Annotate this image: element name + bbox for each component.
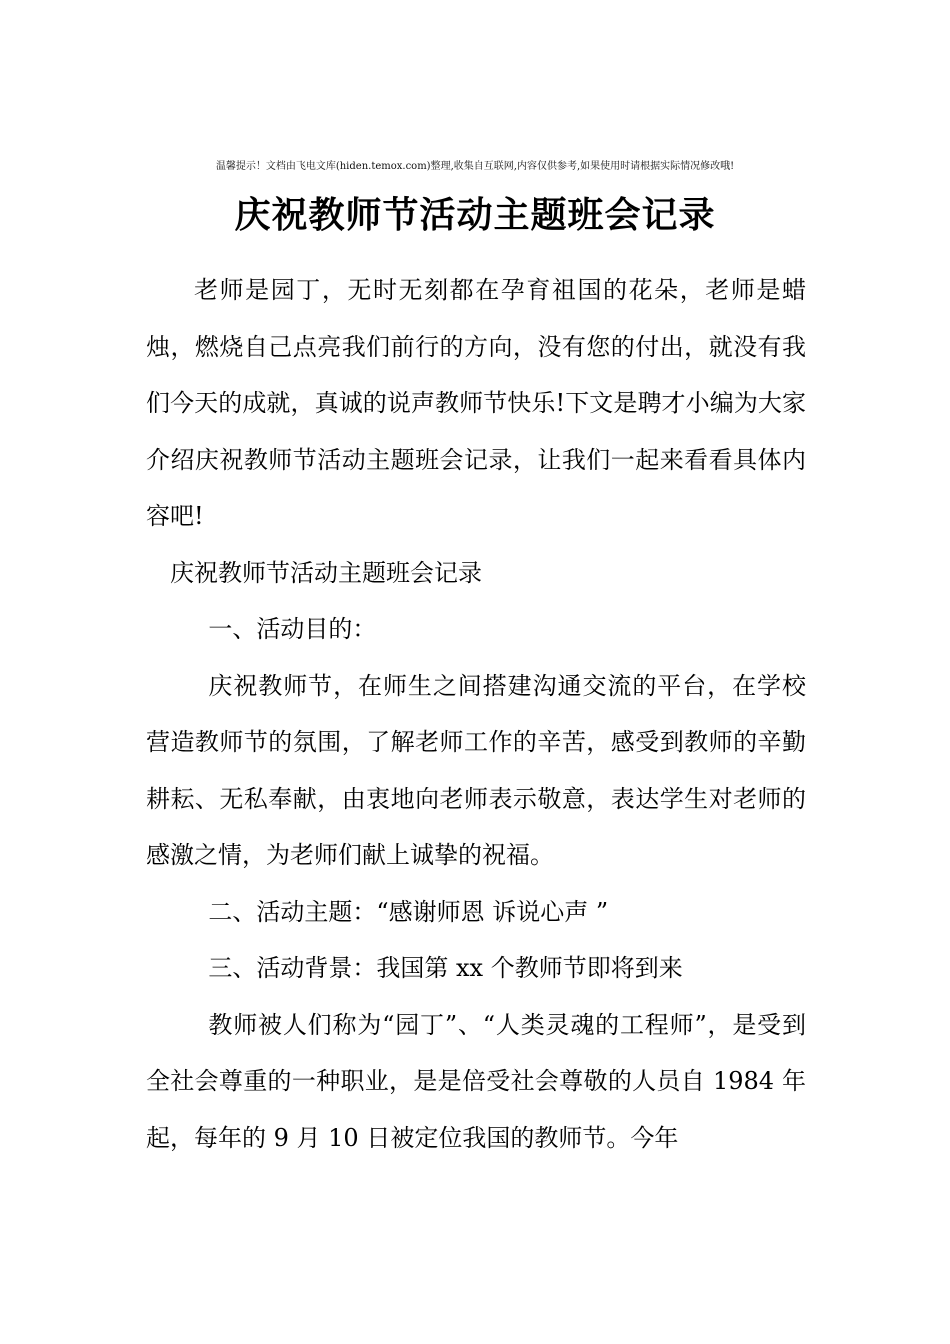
section-2-heading: 二、活动主题：“感谢师恩 诉说心声 ” (208, 897, 609, 926)
section-1-heading: 一、活动目的： (208, 615, 377, 643)
section-1-body: 庆祝教师节，在师生之间搭建沟通交流的平台，在学校营造教师节的氛围，了解老师工作的辛苦，感受到教师的辛勤耕耘、无私奉献，由衷地向老师表示敬意，表达学生对老师的感激之情，为老师们献上诚挚的祝福。 (146, 671, 806, 869)
section-3-heading: 三、活动背景：我国第 xx 个教师节即将到来 (208, 954, 683, 982)
document-title: 庆祝教师节活动主题班会记录 (234, 194, 716, 236)
subtitle-paragraph: 庆祝教师节活动主题班会记录 (170, 558, 482, 587)
section-3-body: 教师被人们称为“园丁”、“人类灵魂的工程师”，是受到全社会尊重的一种职业，是是倍受社会尊敬的人员自 1984 年起，每年的 9 月 10 日被定位我国的教师节。今年 (146, 1010, 806, 1152)
document-body (146, 262, 806, 1166)
header-notice: 温馨提示！文档由飞电文库(hiden.temox.com)整理,收集自互联网,内容仅供参考,如果使用时请根据实际情况修改哦! (215, 161, 735, 172)
intro-paragraph: 老师是园丁，无时无刻都在孕育祖国的花朵，老师是蜡烛，燃烧自己点亮我们前行的方向，没有您的付出，就没有我们今天的成就，真诚的说声教师节快乐!下文是聘才小编为大家介绍庆祝教师节活动主题班会记录，让我们一起来看看具体内容吧! (146, 276, 806, 530)
